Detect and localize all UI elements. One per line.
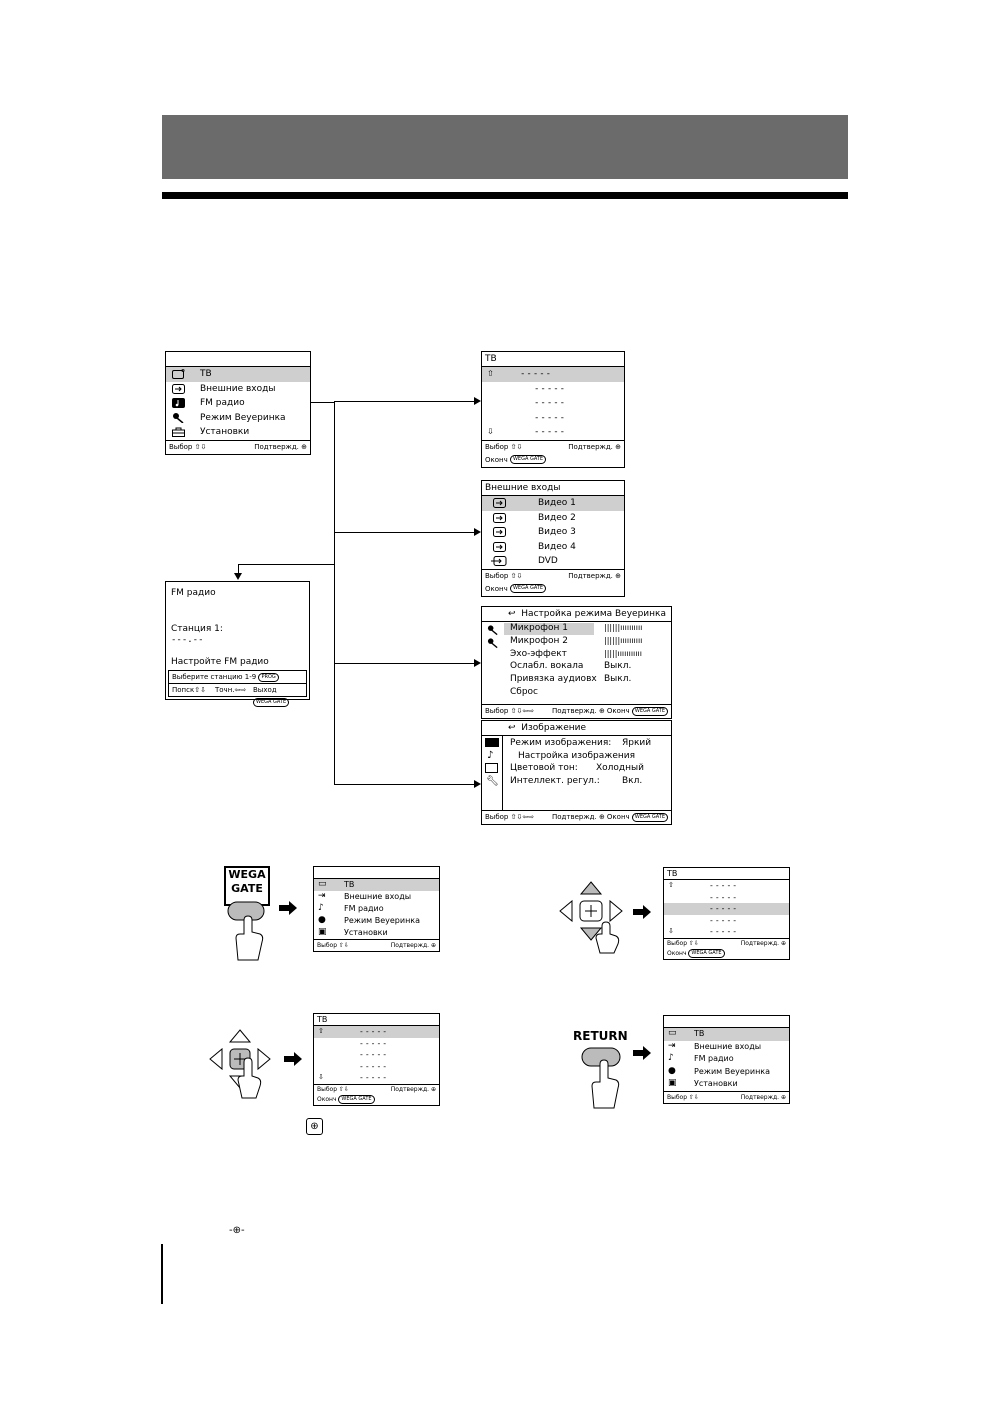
microphone-icon bbox=[172, 413, 185, 423]
channel-row[interactable]: ----- bbox=[534, 398, 567, 408]
input-icon: ⇥ bbox=[668, 1040, 676, 1051]
return-button[interactable] bbox=[578, 1044, 628, 1110]
inputs-menu: Внешние входы Видео 1 Видео 2 Видео 3 Видео 4 DVD Выбор ⇧⇩ Подтвержд. ⊕ Оконч WEGA GATE bbox=[481, 480, 625, 597]
menu-item-tv[interactable]: ▭ ТВ bbox=[664, 1028, 789, 1041]
music-note-icon: ♪ bbox=[318, 903, 324, 913]
main-menu-small: ▭ ТВ ⇥ Внешние входы ♪ FM радио ● Режим Веуеринка ▣ Установки Выбор ⇧⇩ Подтвержд. ⊕ bbox=[663, 1015, 790, 1104]
screen-icon bbox=[485, 763, 498, 773]
dvd-input-icon bbox=[491, 556, 507, 566]
header-rule bbox=[162, 192, 848, 199]
fm-help-box: Выберите станцию 1-9 PROG Попск⇧⇩ Точн.⇦⇨ Выход WEGA GATE bbox=[168, 670, 307, 697]
channel-row[interactable]: ----- bbox=[709, 892, 739, 902]
down-arrow-icon: ⇩ bbox=[318, 1073, 324, 1081]
tv-menu-small: ТВ ⇧ ----- ----- ----- ----- ⇩ ----- Выбор ⇧⇩ Подтвержд. ⊕ Оконч WEGA GATE bbox=[313, 1013, 440, 1106]
channel-row[interactable]: ⇩ ----- bbox=[668, 927, 739, 936]
party-row[interactable]: Микрофон 2 bbox=[510, 635, 568, 646]
up-arrow-icon: ⇧ bbox=[487, 369, 494, 378]
row-value: Выкл. bbox=[604, 661, 632, 672]
right-arrow-icon bbox=[633, 905, 651, 919]
menu-item-party[interactable]: ● Режим Веуеринка bbox=[668, 1065, 771, 1076]
party-row[interactable]: Ослабл. вокала bbox=[510, 661, 584, 672]
toolbox-icon: ▣ bbox=[668, 1078, 677, 1088]
tv-icon: ▭ bbox=[318, 879, 327, 889]
wrench-icon: 🔧︎ bbox=[486, 776, 499, 787]
input-item[interactable]: Видео 1 bbox=[482, 496, 624, 511]
wega-gate-label: WEGA GATE bbox=[224, 866, 270, 906]
picture-icon bbox=[485, 738, 499, 747]
right-arrow-icon bbox=[279, 901, 297, 915]
input-icon bbox=[493, 513, 506, 523]
picture-row[interactable]: Настройка изображения bbox=[518, 750, 636, 761]
music-note-icon: ♪ bbox=[668, 1053, 674, 1063]
wega-gate-button[interactable] bbox=[224, 898, 270, 962]
level-meter: |||||ııııııııııı bbox=[604, 648, 642, 658]
menu-item-tv[interactable]: ▭ ТВ bbox=[314, 879, 439, 891]
channel-row[interactable]: ----- bbox=[534, 412, 567, 423]
level-meter: ||||||ıııııııııı bbox=[604, 623, 643, 632]
menu-item-setup[interactable]: ▣ Установки bbox=[318, 927, 388, 937]
party-row[interactable]: Эхо-эффект bbox=[510, 648, 567, 659]
return-label: RETURN bbox=[573, 1029, 628, 1043]
channel-row[interactable]: ----- bbox=[359, 1038, 389, 1048]
channel-row[interactable]: ⇧ ----- bbox=[314, 1026, 439, 1038]
down-arrow-icon: ⇩ bbox=[487, 427, 494, 436]
up-arrow-icon: ⇧ bbox=[318, 1027, 324, 1035]
menu-item-fm[interactable]: ♪ FM радио bbox=[668, 1053, 734, 1063]
input-icon bbox=[493, 498, 506, 508]
row-value: Выкл. bbox=[604, 674, 632, 685]
party-row[interactable]: Привязка аудиовх bbox=[510, 674, 597, 685]
channel-row[interactable]: ⇧ ----- bbox=[482, 367, 624, 382]
music-note-icon: ♪ bbox=[487, 750, 494, 761]
channel-row[interactable]: ⇧ ----- bbox=[668, 881, 739, 890]
toolbox-icon: ▣ bbox=[318, 927, 327, 937]
picture-row[interactable]: Режим изображения: Яркий bbox=[510, 738, 652, 748]
tv-icon bbox=[172, 369, 185, 379]
input-item[interactable]: Видео 3 bbox=[482, 525, 624, 540]
party-row[interactable]: Сброс bbox=[510, 686, 539, 697]
arrow-pad[interactable] bbox=[556, 880, 626, 955]
arrow-pad[interactable] bbox=[208, 1028, 278, 1100]
section-header-bar bbox=[162, 115, 848, 179]
picture-row[interactable]: Цветовой тон: Холодный bbox=[510, 763, 644, 773]
input-item[interactable]: Видео 2 bbox=[482, 511, 624, 526]
menu-item-inputs[interactable]: ⇥ Внешние входы bbox=[318, 891, 412, 901]
party-mode-menu: ↩ Настройка режима Веуеринка Микрофон 1 Микрофон 2 Эхо-эффект Ослабл. вокала Привязка аудиовх Сброс ||||||ıııııııııı ||||||ıııııııııı |||||ııııııııııı Выкл. Выкл. Выбор ⇧⇩⇦⇨ Подтвержд. ⊕ Оконч WEGA GATE bbox=[481, 606, 672, 719]
music-note-icon bbox=[172, 398, 185, 408]
channel-row[interactable]: ----- bbox=[534, 383, 567, 394]
channel-row[interactable]: ⇩ ----- bbox=[487, 427, 567, 437]
input-icon: ⇥ bbox=[318, 891, 326, 901]
input-icon bbox=[493, 527, 506, 537]
menu-item-setup[interactable]: Установки bbox=[166, 425, 310, 440]
channel-row[interactable]: ⇩ ----- bbox=[318, 1073, 389, 1082]
menu-item-inputs[interactable]: Внешние входы bbox=[166, 382, 310, 397]
fm-radio-menu: FM радио Станция 1: ---.-- Настройте FM радио Выберите станцию 1-9 PROG Попск⇧⇩ Точн.⇦⇨ Выход WEGA GATE bbox=[165, 581, 310, 700]
enter-symbol-icon: -⊕- bbox=[229, 1225, 245, 1236]
tv-icon: ▭ bbox=[668, 1028, 677, 1038]
channel-row[interactable]: ----- bbox=[359, 1050, 389, 1059]
menu-item-party[interactable]: Режим Веуеринка bbox=[166, 411, 310, 426]
main-menu-small: ▭ ТВ ⇥ Внешние входы ♪ FM радио ● Режим Веуеринка ▣ Установки Выбор ⇧⇩ Подтвержд. ⊕ bbox=[313, 866, 440, 952]
toolbox-icon bbox=[172, 427, 185, 437]
return-arrow-icon: ↩ bbox=[508, 609, 516, 619]
microphone-icon: ● bbox=[318, 915, 326, 925]
channel-row[interactable]: ----- bbox=[664, 903, 789, 915]
input-icon bbox=[493, 542, 506, 552]
microphone-icon bbox=[487, 624, 499, 636]
margin-rule bbox=[161, 1244, 163, 1304]
up-arrow-icon: ⇧ bbox=[668, 881, 674, 889]
tv-menu-small: ТВ ⇧ ----- ----- ----- ----- ⇩ ----- Выбор ⇧⇩ Подтвержд. ⊕ Оконч WEGA GATE bbox=[663, 867, 790, 960]
microphone-icon: ● bbox=[668, 1065, 676, 1076]
enter-button-icon: ⊕ bbox=[306, 1118, 323, 1135]
picture-menu: ↩ Изображение ♪ 🔧︎ Режим изображения: Яркий Настройка изображения Цветовой тон: Холодный Интеллект. регул.: Вкл. Выбор ⇧⇩⇦⇨ Подтвержд. ⊕ Оконч WEGA GATE bbox=[481, 720, 672, 825]
picture-row[interactable]: Интеллект. регул.: Вкл. bbox=[510, 775, 643, 786]
channel-row[interactable]: ----- bbox=[359, 1061, 389, 1071]
right-arrow-icon bbox=[633, 1046, 651, 1060]
menu-item-party[interactable]: ● Режим Веуеринка bbox=[318, 915, 421, 925]
channel-row[interactable]: ----- bbox=[709, 915, 739, 925]
right-arrow-icon bbox=[284, 1052, 302, 1066]
menu-item-setup[interactable]: ▣ Установки bbox=[668, 1078, 738, 1088]
input-icon bbox=[172, 384, 185, 394]
menu-item-fm[interactable]: ♪ FM радио bbox=[318, 903, 384, 913]
main-menu: ТВ Внешние входы FM радио Режим Веуеринка Установки Выбор ⇧⇩ Подтвержд. ⊕ bbox=[165, 351, 311, 455]
level-meter: ||||||ıııııııııı bbox=[604, 635, 643, 645]
party-row[interactable]: Микрофон 1 bbox=[510, 623, 568, 633]
tv-menu: ТВ ⇧ ----- ----- ----- ----- ⇩ ----- Выбор ⇧⇩ Подтвержд. ⊕ Оконч WEGA GATE bbox=[481, 351, 625, 468]
return-arrow-icon: ↩ bbox=[508, 723, 516, 733]
menu-item-fm[interactable]: FM радио bbox=[166, 396, 310, 411]
microphone-icon bbox=[487, 637, 499, 649]
input-item[interactable]: DVD bbox=[482, 554, 624, 569]
down-arrow-icon: ⇩ bbox=[668, 927, 674, 935]
menu-item-inputs[interactable]: ⇥ Внешние входы bbox=[668, 1040, 762, 1051]
input-item[interactable]: Видео 4 bbox=[482, 540, 624, 555]
menu-item-tv[interactable]: ТВ bbox=[166, 367, 310, 382]
